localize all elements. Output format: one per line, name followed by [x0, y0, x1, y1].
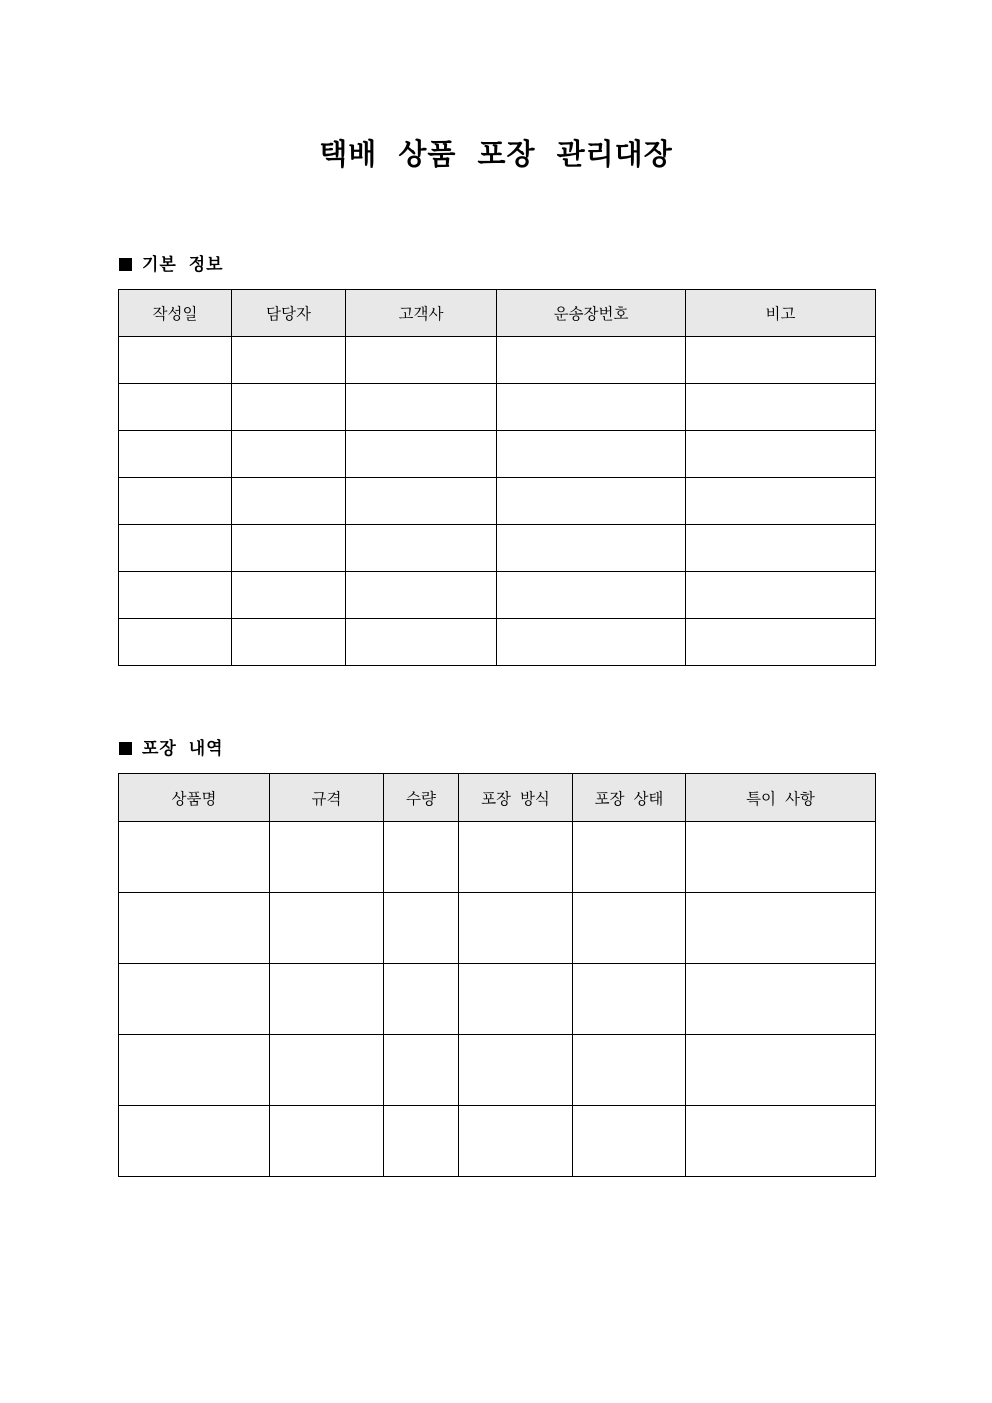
table-cell[interactable] — [573, 893, 686, 964]
packing-details-heading — [119, 738, 224, 760]
table-cell[interactable] — [232, 572, 346, 619]
column-header-tracking-number: 운송장번호 — [497, 290, 686, 337]
table-cell[interactable] — [686, 478, 876, 525]
table-cell[interactable] — [686, 964, 876, 1035]
table-cell[interactable] — [686, 572, 876, 619]
table-cell[interactable] — [119, 572, 232, 619]
column-header-manager: 담당자 — [232, 290, 346, 337]
document-title: 택배 상품 포장 관리대장 — [319, 137, 673, 171]
table-cell[interactable] — [686, 893, 876, 964]
table-cell[interactable] — [346, 572, 497, 619]
table-cell[interactable] — [384, 1035, 459, 1106]
table-cell[interactable] — [346, 525, 497, 572]
table-cell[interactable] — [119, 893, 270, 964]
table-cell[interactable] — [270, 893, 384, 964]
table-cell[interactable] — [686, 431, 876, 478]
basic-info-table — [118, 289, 876, 666]
column-header-date: 작성일 — [119, 290, 232, 337]
table-cell[interactable] — [270, 1035, 384, 1106]
table-row — [119, 337, 876, 384]
column-header-packing-condition: 포장 상태 — [573, 774, 686, 822]
table-row — [119, 431, 876, 478]
table-cell[interactable] — [686, 822, 876, 893]
table-cell[interactable] — [573, 964, 686, 1035]
table-cell[interactable] — [346, 478, 497, 525]
table-cell[interactable] — [384, 893, 459, 964]
table-header-row — [119, 774, 876, 822]
table-cell[interactable] — [459, 893, 573, 964]
table-cell[interactable] — [686, 525, 876, 572]
table-cell[interactable] — [573, 1106, 686, 1177]
table-cell[interactable] — [119, 964, 270, 1035]
table-cell[interactable] — [459, 1035, 573, 1106]
table-row — [119, 1035, 876, 1106]
table-cell[interactable] — [270, 964, 384, 1035]
table-cell[interactable] — [497, 478, 686, 525]
table-cell[interactable] — [346, 431, 497, 478]
table-row — [119, 525, 876, 572]
table-cell[interactable] — [497, 337, 686, 384]
table-cell[interactable] — [346, 337, 497, 384]
table-cell[interactable] — [573, 822, 686, 893]
table-cell[interactable] — [686, 1106, 876, 1177]
packing-details-heading-label: 포장 내역 — [142, 739, 224, 759]
table-cell[interactable] — [119, 822, 270, 893]
table-cell[interactable] — [686, 337, 876, 384]
table-row — [119, 893, 876, 964]
table-cell[interactable] — [459, 822, 573, 893]
packing-details-table — [118, 773, 876, 1177]
table-cell[interactable] — [459, 1106, 573, 1177]
basic-info-heading — [119, 254, 224, 276]
table-cell[interactable] — [232, 337, 346, 384]
basic-info-heading-label: 기본 정보 — [142, 255, 224, 275]
table-cell[interactable] — [119, 337, 232, 384]
table-row — [119, 478, 876, 525]
table-cell[interactable] — [686, 384, 876, 431]
table-cell[interactable] — [573, 1035, 686, 1106]
table-cell[interactable] — [459, 964, 573, 1035]
table-row — [119, 822, 876, 893]
column-header-quantity: 수량 — [384, 774, 459, 822]
table-cell[interactable] — [497, 431, 686, 478]
black-square-icon — [119, 258, 132, 271]
table-cell[interactable] — [497, 572, 686, 619]
black-square-icon — [119, 742, 132, 755]
table-cell[interactable] — [232, 478, 346, 525]
table-cell[interactable] — [119, 619, 232, 666]
table-cell[interactable] — [686, 619, 876, 666]
table-cell[interactable] — [119, 1106, 270, 1177]
table-cell[interactable] — [270, 822, 384, 893]
table-cell[interactable] — [232, 525, 346, 572]
table-row — [119, 1106, 876, 1177]
table-header-row — [119, 290, 876, 337]
column-header-specification: 규격 — [270, 774, 384, 822]
table-row — [119, 619, 876, 666]
table-cell[interactable] — [232, 431, 346, 478]
column-header-product-name: 상품명 — [119, 774, 270, 822]
table-cell[interactable] — [270, 1106, 384, 1177]
table-cell[interactable] — [119, 1035, 270, 1106]
table-cell[interactable] — [346, 384, 497, 431]
table-row — [119, 964, 876, 1035]
table-cell[interactable] — [686, 1035, 876, 1106]
table-cell[interactable] — [497, 619, 686, 666]
column-header-packing-method: 포장 방식 — [459, 774, 573, 822]
table-cell[interactable] — [497, 384, 686, 431]
table-cell[interactable] — [384, 1106, 459, 1177]
table-cell[interactable] — [119, 525, 232, 572]
table-cell[interactable] — [232, 384, 346, 431]
table-cell[interactable] — [119, 384, 232, 431]
table-cell[interactable] — [384, 822, 459, 893]
table-cell[interactable] — [232, 619, 346, 666]
table-row — [119, 572, 876, 619]
table-cell[interactable] — [346, 619, 497, 666]
table-cell[interactable] — [384, 964, 459, 1035]
column-header-remarks: 비고 — [686, 290, 876, 337]
table-row — [119, 384, 876, 431]
table-cell[interactable] — [497, 525, 686, 572]
table-cell[interactable] — [119, 478, 232, 525]
column-header-client: 고객사 — [346, 290, 497, 337]
column-header-special-notes: 특이 사항 — [686, 774, 876, 822]
table-cell[interactable] — [119, 431, 232, 478]
